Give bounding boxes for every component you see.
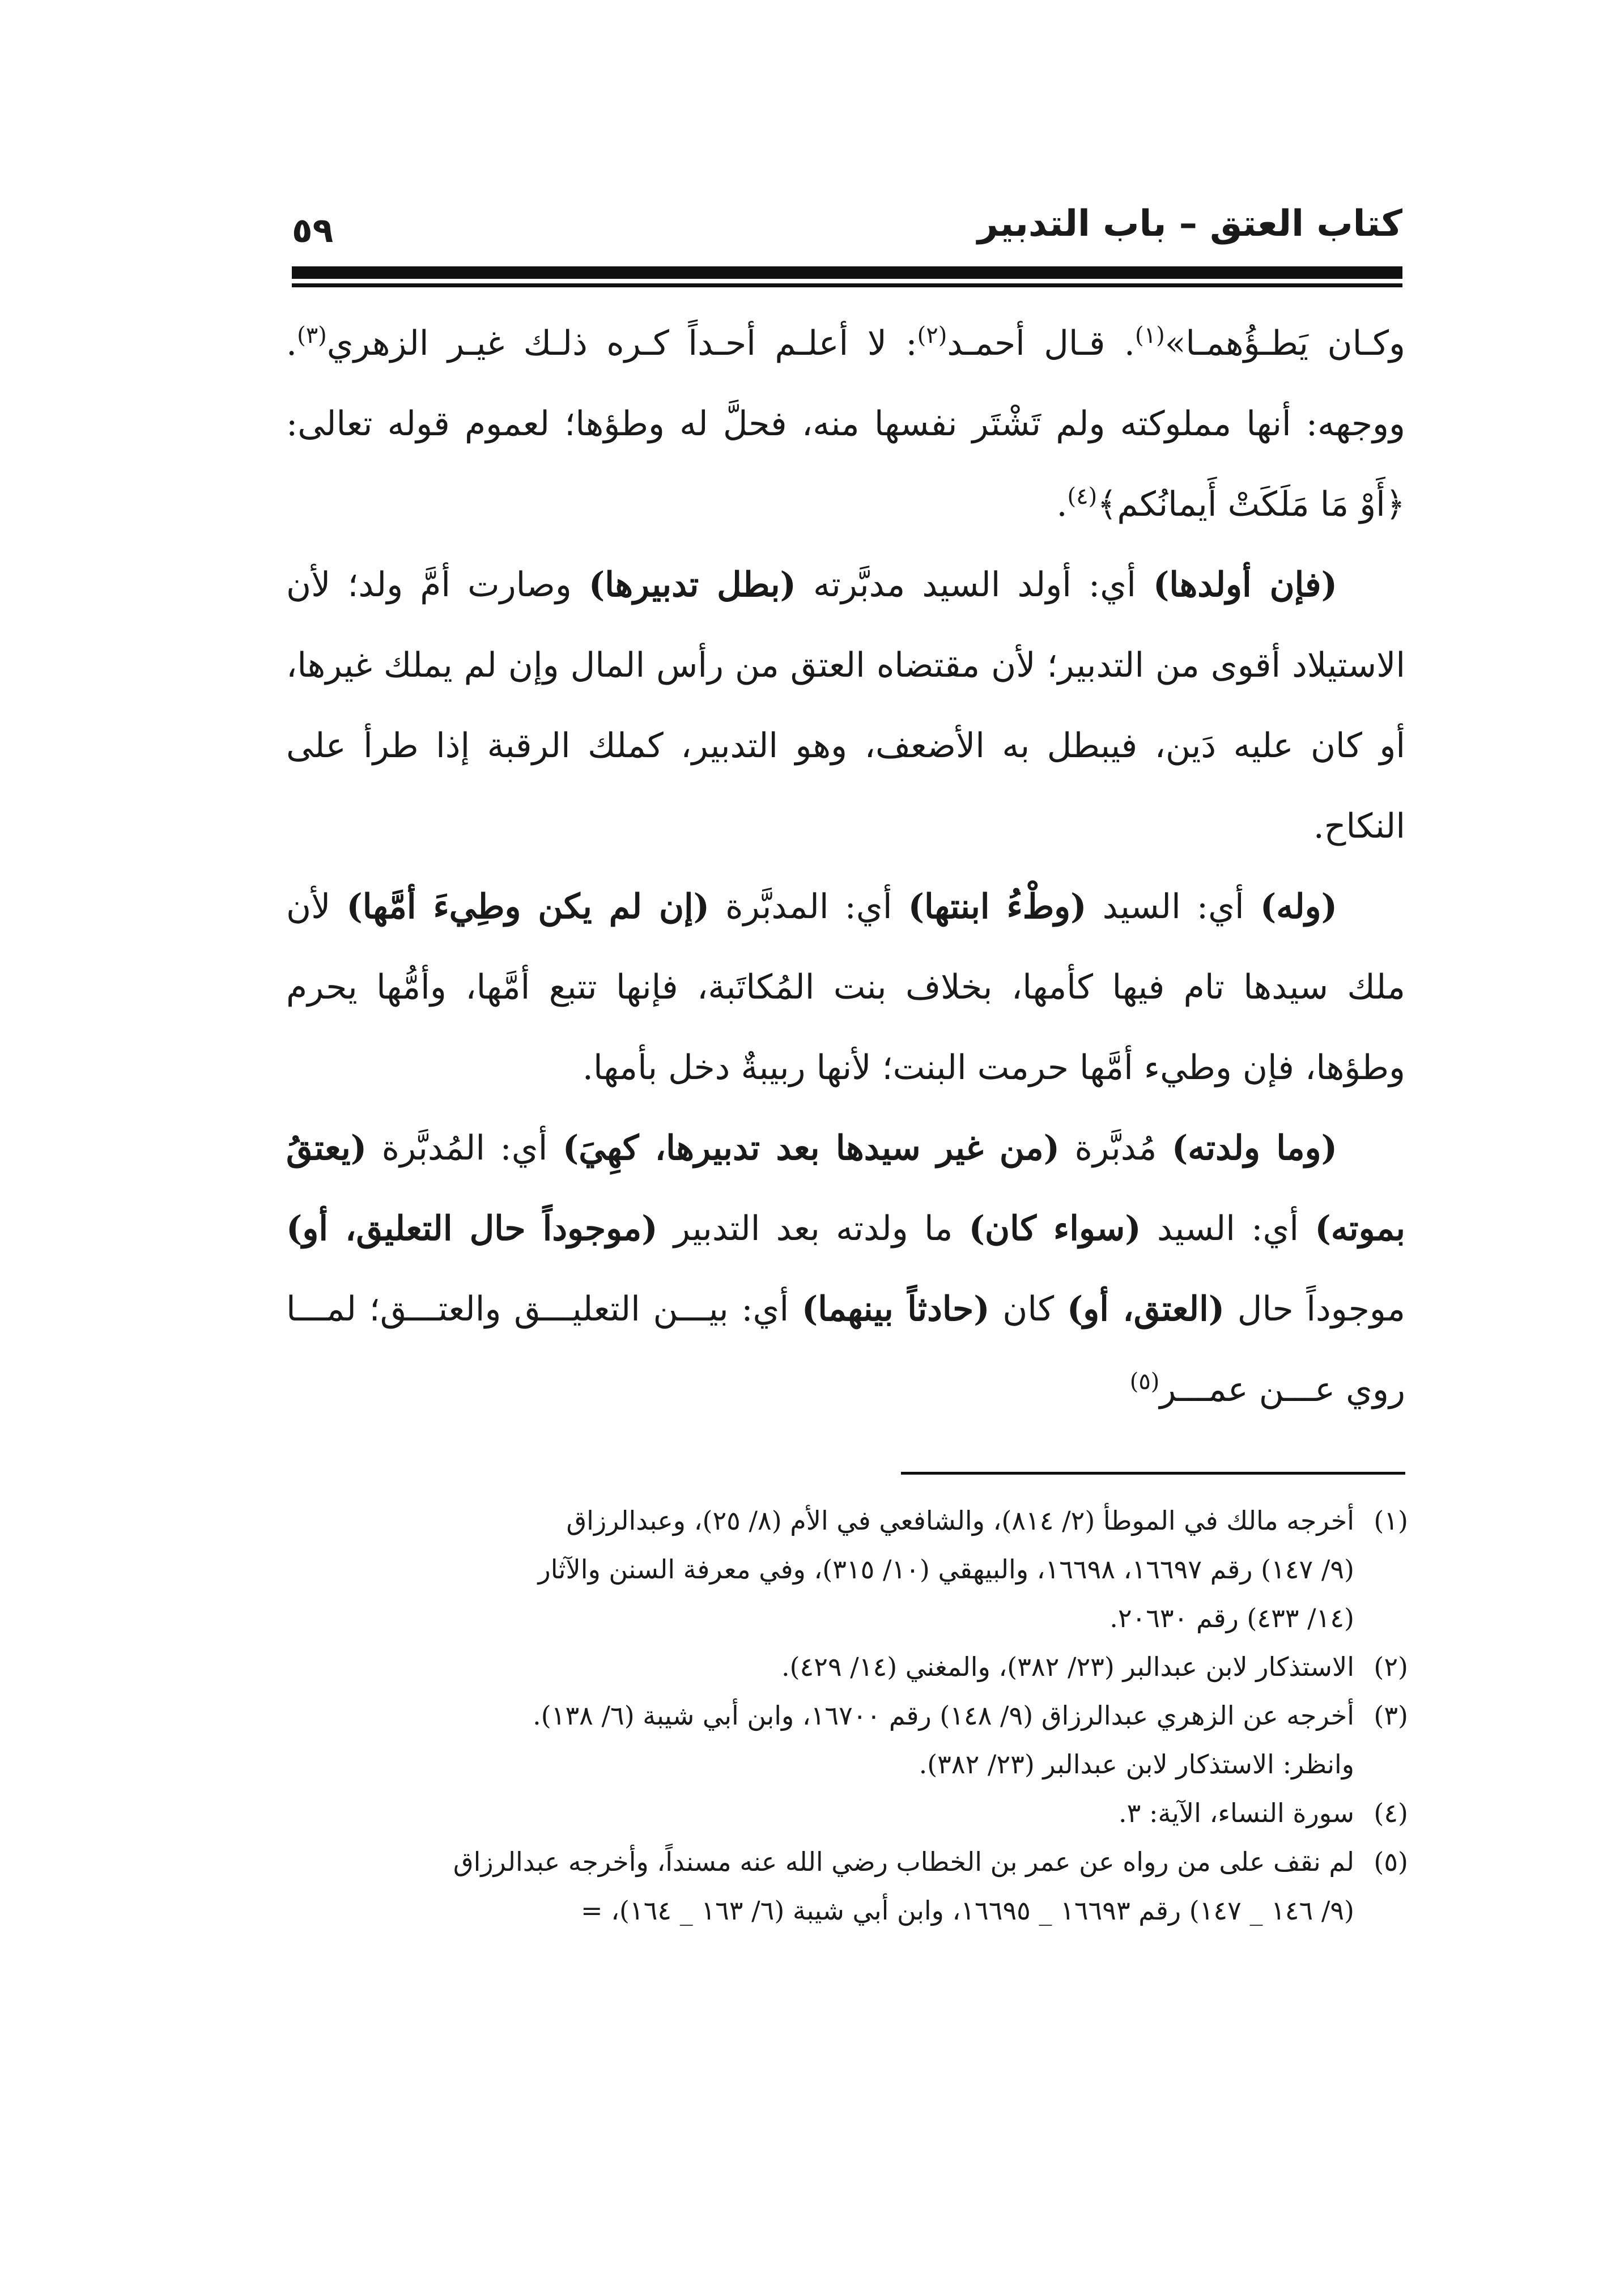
footnote-separator — [901, 1472, 1405, 1475]
footnote-number: (١) — [1374, 1505, 1408, 1536]
matn-text: (وما ولدته) — [1171, 1128, 1337, 1168]
text-run: أي: السيد — [1086, 887, 1260, 927]
footnote-ref-3[interactable]: (٣) — [297, 322, 327, 349]
matn-text: (وطْءُ ابنتها) — [908, 887, 1087, 927]
header-rule-thin — [292, 283, 1402, 287]
footnote-line: (١٤/ ٤٣٣) رقم ٢٠٦٣٠. — [1109, 1603, 1354, 1633]
text-run: . ووجهه: أنها مملوكته ولم تَشْتَر نفسها منه، فحلَّ له وطؤها؛ لعموم قوله تعالى: ﴿أَوْ مَا مَلَكَتْ أَيمانُكم﴾ — [286, 324, 1405, 524]
running-header — [292, 187, 1402, 272]
text-run: . قـال أحمـد — [947, 324, 1135, 363]
text-run: : لا أعلـم أحـداً كـره ذلـك غيـر الزهري — [326, 324, 917, 363]
text-run: أي: المُدبَّرة — [367, 1128, 563, 1168]
footnote-3 — [280, 1691, 1408, 1789]
footnote-number: (٢) — [1374, 1651, 1408, 1682]
paragraph-2 — [286, 545, 1405, 867]
footnote-4 — [280, 1789, 1408, 1837]
matn-text: (وله) — [1260, 887, 1338, 927]
header-rule-thick — [292, 266, 1402, 279]
matn-text: (حادثاً بينهما) — [801, 1289, 990, 1329]
footnote-line: لم نقف على من رواه عن عمر بن الخطاب رضي الله عنه مسنداً، وأخرجه عبدالرزاق — [453, 1846, 1354, 1877]
paragraph-3 — [286, 867, 1405, 1108]
text-run: أي: بيـــن التعليـــق والعتـــق؛ لمـــا روي عـــن عمـــر — [286, 1289, 1405, 1409]
footnote-1 — [280, 1496, 1408, 1642]
footnote-line: سورة النساء، الآية: ٣. — [1118, 1798, 1354, 1828]
matn-text: (من غير سيدها بعد تدبيرها، كهِيَ) — [562, 1128, 1060, 1168]
footnote-number: (٥) — [1374, 1846, 1408, 1877]
footnote-ref-1[interactable]: (١) — [1134, 322, 1165, 349]
text-run: مُدبَّرة — [1060, 1128, 1172, 1168]
footnote-2 — [280, 1642, 1408, 1691]
footnote-line: (٩/ ١٤٦ _ ١٤٧) رقم ١٦٦٩٣ _ ١٦٦٩٥، وابن أبي شيبة (٦/ ١٦٣ _ ١٦٤)، = — [581, 1895, 1354, 1926]
footnote-line: الاستذكار لابن عبدالبر (٢٣/ ٣٨٢)، والمغني (١٤/ ٤٢٩). — [781, 1651, 1354, 1682]
footnote-number: (٤) — [1374, 1798, 1408, 1828]
paragraph-4 — [286, 1108, 1405, 1430]
text-run: أي: المدبَّرة — [709, 887, 908, 927]
main-text — [286, 303, 1405, 1430]
footnote-line: (٩/ ١٤٧) رقم ١٦٦٩٧، ١٦٦٩٨، والبيهقي (١٠/ ٣١٥)، وفي معرفة السنن والآثار — [538, 1554, 1354, 1585]
footnote-number: (٣) — [1374, 1700, 1408, 1731]
matn-text: (إن لم يكن وطِيءَ أمَّها) — [346, 887, 710, 927]
text-run: ما ولدته بعد التدبير — [657, 1209, 969, 1249]
text-run: أي: أولد السيد مدبَّرته — [796, 565, 1153, 605]
footnote-ref-5[interactable]: (٥) — [1129, 1369, 1160, 1395]
matn-text: (يعتقُ بموته) — [286, 1128, 1405, 1249]
header-title: كتاب العتق – باب التدبير — [977, 203, 1402, 245]
footnote-ref-4[interactable]: (٤) — [1067, 483, 1098, 509]
text-run: . — [1056, 485, 1068, 524]
footnote-ref-2[interactable]: (٢) — [917, 322, 947, 349]
footnote-5 — [280, 1837, 1408, 1935]
matn-text: (بطل تدبيرها) — [588, 565, 796, 605]
footnote-line: وانظر: الاستذكار لابن عبدالبر (٢٣/ ٣٨٢). — [919, 1749, 1354, 1780]
text-run: لأن ملك سيدها تام فيها كأمها، بخلاف بنت المُكاتَبة، فإنها تتبع أمَّها، وأمُّها يحرم وطؤها، فإن وطيء أمَّها حرمت البنت؛ لأنها ربيبةٌ دخل بأمها. — [286, 887, 1405, 1088]
footnote-line: أخرجه عن الزهري عبدالرزاق (٩/ ١٤٨) رقم ١٦٧٠٠، وابن أبي شيبة (٦/ ١٣٨). — [533, 1700, 1354, 1731]
matn-text: (العتق، أو) — [1066, 1289, 1225, 1329]
text-run: كان — [989, 1289, 1067, 1329]
footnotes — [280, 1496, 1408, 1935]
page-number: ٥٩ — [292, 211, 334, 250]
text-run: أي: السيد — [1141, 1209, 1315, 1249]
paragraph-1 — [286, 303, 1405, 545]
text-run: وصارت أمَّ ولد؛ لأن الاستيلاد أقوى من التدبير؛ لأن مقتضاه العتق من رأس المال وإن لم يملك غيرها، أو كان عليه دَين، فيبطل به الأضعف، وهو التدبير، كملك الرقبة إذا طرأ على النكاح. — [286, 565, 1405, 846]
matn-text: (سواء كان) — [968, 1209, 1141, 1249]
text-run: موجوداً حال — [1225, 1289, 1405, 1329]
matn-text: (موجوداً حال التعليق، أو) — [286, 1209, 658, 1249]
text-run: وكـان يَطـؤُهمـا» — [1164, 324, 1406, 363]
matn-text: (فإن أولدها) — [1153, 565, 1337, 605]
footnote-line: أخرجه مالك في الموطأ (٢/ ٨١٤)، والشافعي في الأم (٨/ ٢٥)، وعبدالرزاق — [566, 1505, 1354, 1536]
